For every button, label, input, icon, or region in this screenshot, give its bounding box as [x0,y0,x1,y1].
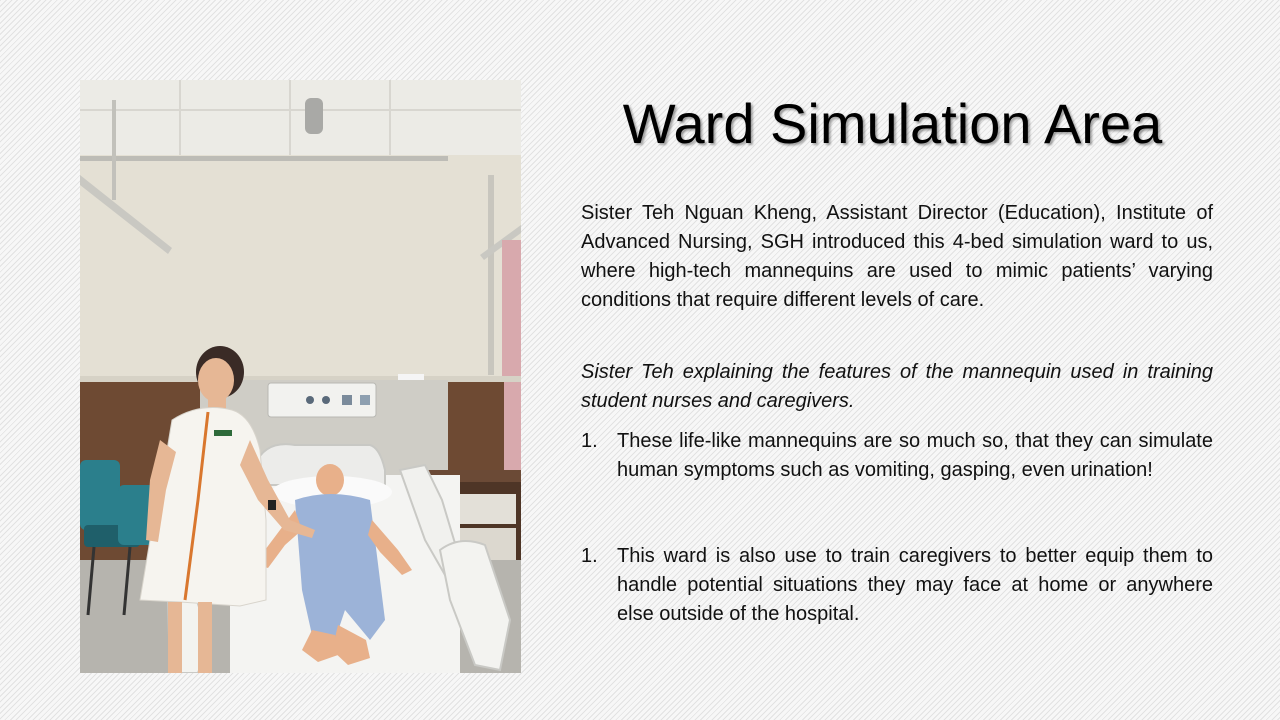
list-item-text: These life-like mannequins are so much so, that they can simulate human symptoms such as vomiting, gasping, even urination! [617,430,1213,481]
numbered-list [581,542,1213,629]
slide-title: Ward Simulation Area [622,92,1163,155]
chair [80,460,120,530]
list-item-number: 1. [581,545,598,567]
ceiling [80,80,521,155]
intro-paragraph: Sister Teh Nguan Kheng, Assistant Director (Education), Institute of Advanced Nursing, SGH introduced this 4-bed simulation ward to us, where high-tech mannequins are used to mimic patients’ varying conditions that require different levels of care. [581,202,1213,311]
wood-panel [448,380,504,480]
list-item [581,427,1213,485]
mannequin-gown [295,494,385,640]
mannequin-head [316,464,344,496]
photo-caption: Sister Teh explaining the features of the mannequin used in training student nurses and caregivers. [581,361,1213,412]
numbered-list [581,427,1213,485]
list-item [581,542,1213,629]
list-item-text: This ward is also use to train caregivers to better equip them to handle potential situations they may face at home or anywhere else outside of the hospital. [617,545,1213,625]
curtain-rail [80,156,448,161]
list-item-number: 1. [581,430,598,452]
ceiling-light [305,98,323,134]
wall [80,155,521,380]
ward-photo [80,80,521,673]
ward-photo-illustration [80,80,521,673]
nurse-face [198,358,234,402]
